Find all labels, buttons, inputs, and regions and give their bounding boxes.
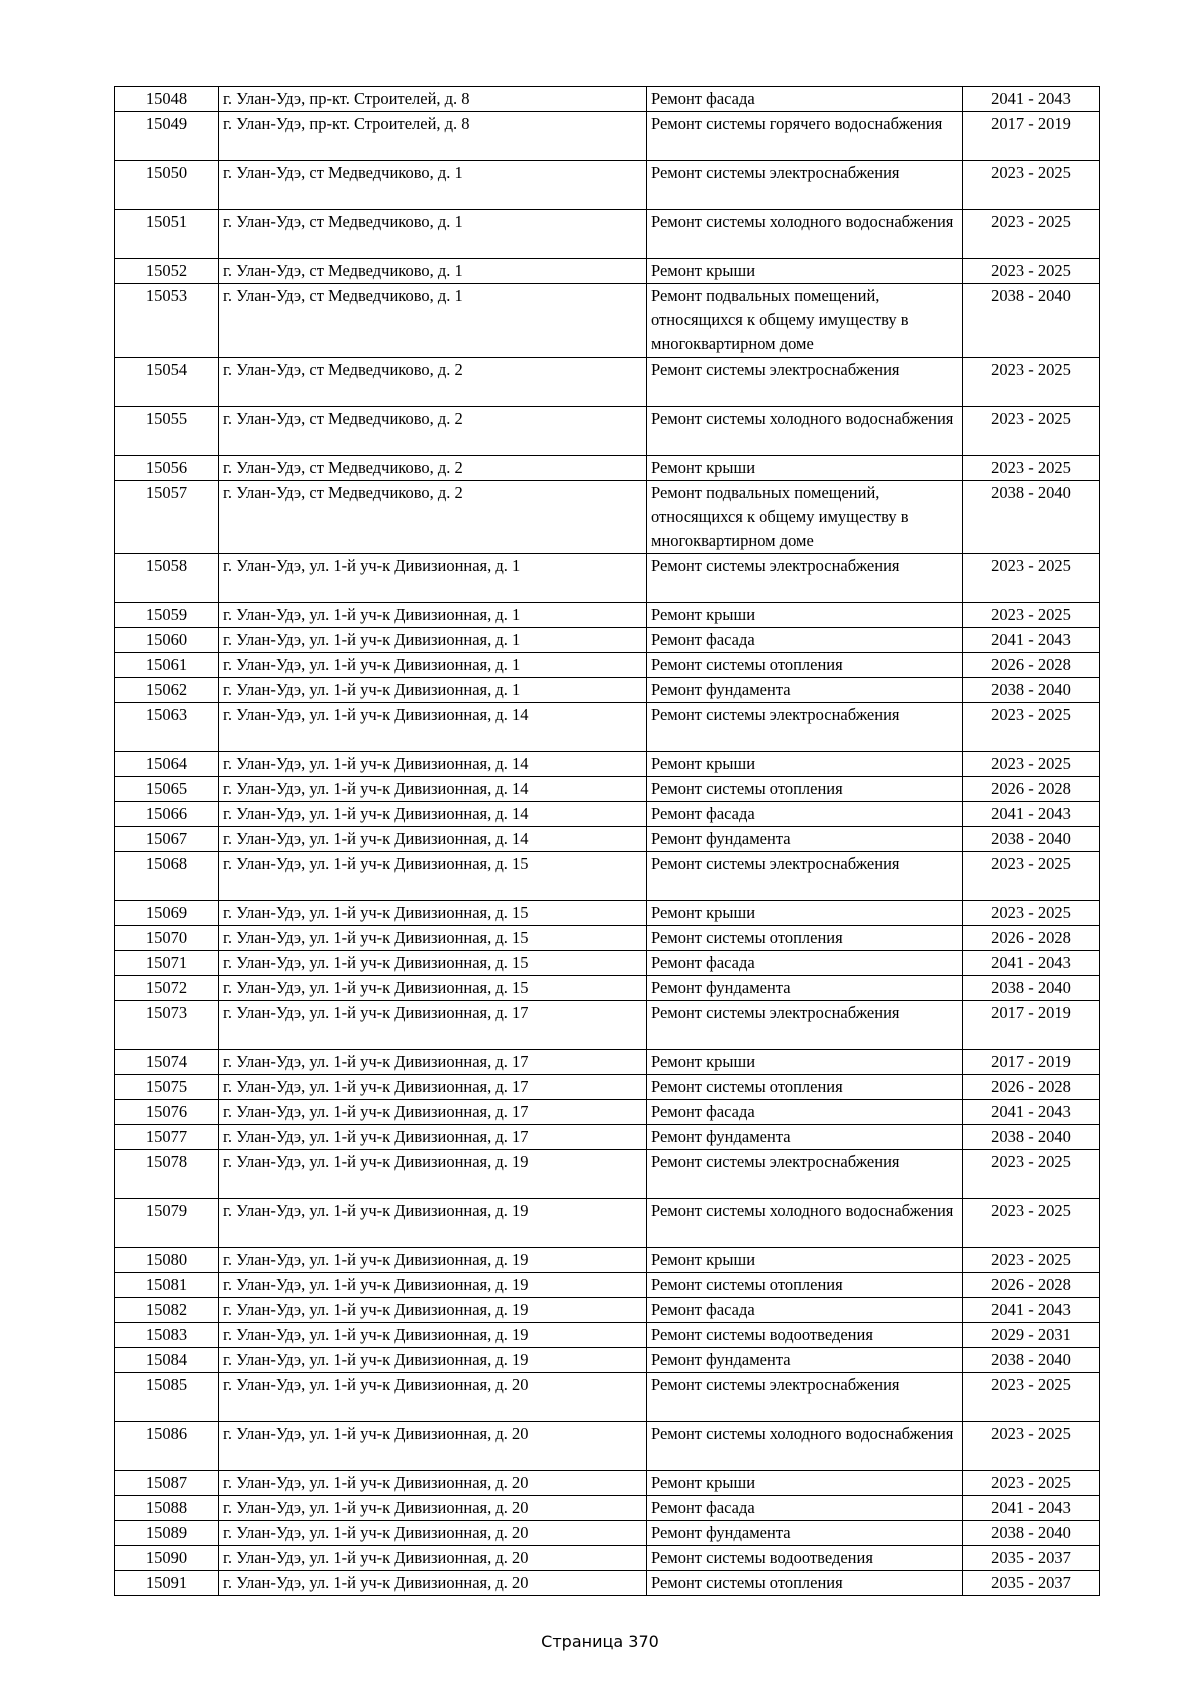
period-cell: 2023 - 2025 — [963, 603, 1100, 628]
table-row — [115, 1546, 1100, 1571]
table-row — [115, 284, 1100, 358]
address-cell: г. Улан-Удэ, ст Медведчиково, д. 2 — [219, 357, 647, 406]
table-row — [115, 1348, 1100, 1373]
record-number-cell: 15091 — [115, 1571, 219, 1596]
period-cell: 2038 - 2040 — [963, 1521, 1100, 1546]
record-number-cell: 15086 — [115, 1422, 219, 1471]
address-cell: г. Улан-Удэ, ул. 1-й уч-к Дивизионная, д. 15 — [219, 852, 647, 901]
table-row — [115, 1150, 1100, 1199]
work-type-cell: Ремонт системы электроснабжения — [647, 703, 963, 752]
address-cell: г. Улан-Удэ, ст Медведчиково, д. 1 — [219, 284, 647, 358]
record-number-cell: 15049 — [115, 112, 219, 161]
work-type-cell: Ремонт фасада — [647, 1298, 963, 1323]
work-type-cell: Ремонт фундамента — [647, 678, 963, 703]
record-number-cell: 15087 — [115, 1471, 219, 1496]
address-cell: г. Улан-Удэ, ул. 1-й уч-к Дивизионная, д. 15 — [219, 951, 647, 976]
record-number-cell: 15067 — [115, 827, 219, 852]
period-cell: 2041 - 2043 — [963, 1298, 1100, 1323]
address-cell: г. Улан-Удэ, пр-кт. Строителей, д. 8 — [219, 87, 647, 112]
record-number-cell: 15064 — [115, 752, 219, 777]
work-type-cell: Ремонт системы отопления — [647, 653, 963, 678]
record-number-cell: 15078 — [115, 1150, 219, 1199]
address-cell: г. Улан-Удэ, ул. 1-й уч-к Дивизионная, д. 20 — [219, 1422, 647, 1471]
address-cell: г. Улан-Удэ, ул. 1-й уч-к Дивизионная, д. 14 — [219, 752, 647, 777]
record-number-cell: 15056 — [115, 455, 219, 480]
address-cell: г. Улан-Удэ, ст Медведчиково, д. 2 — [219, 406, 647, 455]
record-number-cell: 15050 — [115, 161, 219, 210]
address-cell: г. Улан-Удэ, ул. 1-й уч-к Дивизионная, д. 20 — [219, 1571, 647, 1596]
address-cell: г. Улан-Удэ, ул. 1-й уч-к Дивизионная, д. 19 — [219, 1248, 647, 1273]
address-cell: г. Улан-Удэ, ул. 1-й уч-к Дивизионная, д. 1 — [219, 653, 647, 678]
period-cell: 2026 - 2028 — [963, 926, 1100, 951]
period-cell: 2017 - 2019 — [963, 112, 1100, 161]
table-row — [115, 1125, 1100, 1150]
address-cell: г. Улан-Удэ, ул. 1-й уч-к Дивизионная, д. 20 — [219, 1373, 647, 1422]
address-cell: г. Улан-Удэ, ул. 1-й уч-к Дивизионная, д. 1 — [219, 603, 647, 628]
record-number-cell: 15074 — [115, 1050, 219, 1075]
address-cell: г. Улан-Удэ, ул. 1-й уч-к Дивизионная, д. 20 — [219, 1546, 647, 1571]
period-cell: 2038 - 2040 — [963, 678, 1100, 703]
address-cell: г. Улан-Удэ, ул. 1-й уч-к Дивизионная, д. 20 — [219, 1521, 647, 1546]
table-row — [115, 1001, 1100, 1050]
period-cell: 2023 - 2025 — [963, 554, 1100, 603]
period-cell: 2038 - 2040 — [963, 976, 1100, 1001]
work-type-cell: Ремонт системы электроснабжения — [647, 161, 963, 210]
table-row — [115, 901, 1100, 926]
work-type-cell: Ремонт фундамента — [647, 1348, 963, 1373]
table-row — [115, 951, 1100, 976]
record-number-cell: 15089 — [115, 1521, 219, 1546]
table-row — [115, 1373, 1100, 1422]
record-number-cell: 15060 — [115, 628, 219, 653]
record-number-cell: 15082 — [115, 1298, 219, 1323]
period-cell: 2023 - 2025 — [963, 259, 1100, 284]
table-row — [115, 1496, 1100, 1521]
period-cell: 2041 - 2043 — [963, 1100, 1100, 1125]
address-cell: г. Улан-Удэ, ул. 1-й уч-к Дивизионная, д. 15 — [219, 901, 647, 926]
table-row — [115, 210, 1100, 259]
record-number-cell: 15070 — [115, 926, 219, 951]
address-cell: г. Улан-Удэ, ул. 1-й уч-к Дивизионная, д. 15 — [219, 976, 647, 1001]
record-number-cell: 15051 — [115, 210, 219, 259]
period-cell: 2017 - 2019 — [963, 1001, 1100, 1050]
address-cell: г. Улан-Удэ, ст Медведчиково, д. 2 — [219, 455, 647, 480]
address-cell: г. Улан-Удэ, ул. 1-й уч-к Дивизионная, д. 20 — [219, 1471, 647, 1496]
work-type-cell: Ремонт фасада — [647, 87, 963, 112]
period-cell: 2026 - 2028 — [963, 1273, 1100, 1298]
period-cell: 2023 - 2025 — [963, 1471, 1100, 1496]
record-number-cell: 15069 — [115, 901, 219, 926]
table-row — [115, 1199, 1100, 1248]
work-type-cell: Ремонт крыши — [647, 1248, 963, 1273]
address-cell: г. Улан-Удэ, ул. 1-й уч-к Дивизионная, д. 19 — [219, 1150, 647, 1199]
table-row — [115, 1050, 1100, 1075]
period-cell: 2023 - 2025 — [963, 1150, 1100, 1199]
record-number-cell: 15071 — [115, 951, 219, 976]
table-row — [115, 1248, 1100, 1273]
work-type-cell: Ремонт системы холодного водоснабжения — [647, 406, 963, 455]
record-number-cell: 15053 — [115, 284, 219, 358]
work-type-cell: Ремонт системы холодного водоснабжения — [647, 1199, 963, 1248]
record-number-cell: 15048 — [115, 87, 219, 112]
table-row — [115, 678, 1100, 703]
address-cell: г. Улан-Удэ, ул. 1-й уч-к Дивизионная, д. 1 — [219, 678, 647, 703]
address-cell: г. Улан-Удэ, ул. 1-й уч-к Дивизионная, д. 19 — [219, 1273, 647, 1298]
period-cell: 2023 - 2025 — [963, 752, 1100, 777]
period-cell: 2023 - 2025 — [963, 161, 1100, 210]
record-number-cell: 15077 — [115, 1125, 219, 1150]
address-cell: г. Улан-Удэ, ст Медведчиково, д. 1 — [219, 210, 647, 259]
period-cell: 2023 - 2025 — [963, 703, 1100, 752]
period-cell: 2023 - 2025 — [963, 1199, 1100, 1248]
address-cell: г. Улан-Удэ, ул. 1-й уч-к Дивизионная, д. 1 — [219, 628, 647, 653]
period-cell: 2041 - 2043 — [963, 802, 1100, 827]
record-number-cell: 15068 — [115, 852, 219, 901]
work-type-cell: Ремонт крыши — [647, 901, 963, 926]
period-cell: 2017 - 2019 — [963, 1050, 1100, 1075]
period-cell: 2038 - 2040 — [963, 1125, 1100, 1150]
work-type-cell: Ремонт крыши — [647, 1050, 963, 1075]
work-type-cell: Ремонт системы отопления — [647, 777, 963, 802]
work-type-cell: Ремонт подвальных помещений, относящихся к общему имуществу в многоквартирном доме — [647, 284, 963, 358]
table-row — [115, 827, 1100, 852]
work-type-cell: Ремонт крыши — [647, 752, 963, 777]
work-type-cell: Ремонт фасада — [647, 1100, 963, 1125]
table-row — [115, 1571, 1100, 1596]
record-number-cell: 15072 — [115, 976, 219, 1001]
table-row — [115, 603, 1100, 628]
work-type-cell: Ремонт системы отопления — [647, 926, 963, 951]
work-type-cell: Ремонт системы водоотведения — [647, 1323, 963, 1348]
record-number-cell: 15066 — [115, 802, 219, 827]
table-body — [115, 87, 1100, 1596]
address-cell: г. Улан-Удэ, ул. 1-й уч-к Дивизионная, д. 19 — [219, 1323, 647, 1348]
period-cell: 2041 - 2043 — [963, 87, 1100, 112]
period-cell: 2035 - 2037 — [963, 1546, 1100, 1571]
table-row — [115, 1075, 1100, 1100]
table-row — [115, 259, 1100, 284]
work-type-cell: Ремонт системы водоотведения — [647, 1546, 963, 1571]
address-cell: г. Улан-Удэ, ул. 1-й уч-к Дивизионная, д. 17 — [219, 1075, 647, 1100]
work-type-cell: Ремонт подвальных помещений, относящихся к общему имуществу в многоквартирном доме — [647, 480, 963, 554]
table-row — [115, 554, 1100, 603]
table-row — [115, 1298, 1100, 1323]
record-number-cell: 15090 — [115, 1546, 219, 1571]
address-cell: г. Улан-Удэ, ул. 1-й уч-к Дивизионная, д. 19 — [219, 1348, 647, 1373]
table-row — [115, 1273, 1100, 1298]
work-type-cell: Ремонт системы отопления — [647, 1075, 963, 1100]
record-number-cell: 15080 — [115, 1248, 219, 1273]
table-row — [115, 926, 1100, 951]
work-type-cell: Ремонт фасада — [647, 802, 963, 827]
table-row — [115, 161, 1100, 210]
record-number-cell: 15062 — [115, 678, 219, 703]
work-type-cell: Ремонт системы холодного водоснабжения — [647, 210, 963, 259]
record-number-cell: 15054 — [115, 357, 219, 406]
table-row — [115, 1323, 1100, 1348]
record-number-cell: 15083 — [115, 1323, 219, 1348]
record-number-cell: 15076 — [115, 1100, 219, 1125]
record-number-cell: 15081 — [115, 1273, 219, 1298]
period-cell: 2026 - 2028 — [963, 777, 1100, 802]
period-cell: 2041 - 2043 — [963, 628, 1100, 653]
period-cell: 2023 - 2025 — [963, 1422, 1100, 1471]
period-cell: 2035 - 2037 — [963, 1571, 1100, 1596]
period-cell: 2023 - 2025 — [963, 1373, 1100, 1422]
work-type-cell: Ремонт системы отопления — [647, 1273, 963, 1298]
period-cell: 2041 - 2043 — [963, 951, 1100, 976]
address-cell: г. Улан-Удэ, ул. 1-й уч-к Дивизионная, д. 19 — [219, 1199, 647, 1248]
repair-schedule-table — [114, 86, 1100, 1596]
record-number-cell: 15055 — [115, 406, 219, 455]
table-row — [115, 653, 1100, 678]
work-type-cell: Ремонт системы электроснабжения — [647, 554, 963, 603]
record-number-cell: 15079 — [115, 1199, 219, 1248]
record-number-cell: 15065 — [115, 777, 219, 802]
work-type-cell: Ремонт системы электроснабжения — [647, 1373, 963, 1422]
work-type-cell: Ремонт фасада — [647, 951, 963, 976]
work-type-cell: Ремонт крыши — [647, 259, 963, 284]
record-number-cell: 15085 — [115, 1373, 219, 1422]
period-cell: 2023 - 2025 — [963, 1248, 1100, 1273]
address-cell: г. Улан-Удэ, ст Медведчиково, д. 1 — [219, 161, 647, 210]
period-cell: 2038 - 2040 — [963, 1348, 1100, 1373]
period-cell: 2029 - 2031 — [963, 1323, 1100, 1348]
work-type-cell: Ремонт системы холодного водоснабжения — [647, 1422, 963, 1471]
record-number-cell: 15058 — [115, 554, 219, 603]
record-number-cell: 15057 — [115, 480, 219, 554]
work-type-cell: Ремонт фундамента — [647, 827, 963, 852]
table-row — [115, 1471, 1100, 1496]
table-row — [115, 1521, 1100, 1546]
work-type-cell: Ремонт фасада — [647, 1496, 963, 1521]
period-cell: 2041 - 2043 — [963, 1496, 1100, 1521]
address-cell: г. Улан-Удэ, ул. 1-й уч-к Дивизионная, д. 20 — [219, 1496, 647, 1521]
record-number-cell: 15075 — [115, 1075, 219, 1100]
address-cell: г. Улан-Удэ, ул. 1-й уч-к Дивизионная, д. 14 — [219, 777, 647, 802]
work-type-cell: Ремонт фасада — [647, 628, 963, 653]
address-cell: г. Улан-Удэ, ст Медведчиково, д. 1 — [219, 259, 647, 284]
address-cell: г. Улан-Удэ, ул. 1-й уч-к Дивизионная, д. 17 — [219, 1100, 647, 1125]
address-cell: г. Улан-Удэ, ул. 1-й уч-к Дивизионная, д. 14 — [219, 827, 647, 852]
record-number-cell: 15059 — [115, 603, 219, 628]
table-row — [115, 852, 1100, 901]
table-row — [115, 703, 1100, 752]
address-cell: г. Улан-Удэ, пр-кт. Строителей, д. 8 — [219, 112, 647, 161]
work-type-cell: Ремонт системы электроснабжения — [647, 852, 963, 901]
work-type-cell: Ремонт фундамента — [647, 1125, 963, 1150]
record-number-cell: 15061 — [115, 653, 219, 678]
period-cell: 2023 - 2025 — [963, 406, 1100, 455]
work-type-cell: Ремонт системы электроснабжения — [647, 357, 963, 406]
page-number: Страница 370 — [541, 1632, 659, 1651]
address-cell: г. Улан-Удэ, ул. 1-й уч-к Дивизионная, д. 17 — [219, 1001, 647, 1050]
period-cell: 2023 - 2025 — [963, 852, 1100, 901]
work-type-cell: Ремонт крыши — [647, 455, 963, 480]
work-type-cell: Ремонт системы горячего водоснабжения — [647, 112, 963, 161]
table-row — [115, 455, 1100, 480]
period-cell: 2026 - 2028 — [963, 653, 1100, 678]
period-cell: 2026 - 2028 — [963, 1075, 1100, 1100]
record-number-cell: 15088 — [115, 1496, 219, 1521]
period-cell: 2023 - 2025 — [963, 901, 1100, 926]
table-row — [115, 628, 1100, 653]
address-cell: г. Улан-Удэ, ул. 1-й уч-к Дивизионная, д. 17 — [219, 1050, 647, 1075]
address-cell: г. Улан-Удэ, ул. 1-й уч-к Дивизионная, д. 15 — [219, 926, 647, 951]
period-cell: 2038 - 2040 — [963, 284, 1100, 358]
address-cell: г. Улан-Удэ, ул. 1-й уч-к Дивизионная, д. 17 — [219, 1125, 647, 1150]
work-type-cell: Ремонт системы электроснабжения — [647, 1001, 963, 1050]
table-row — [115, 802, 1100, 827]
table-row — [115, 87, 1100, 112]
address-cell: г. Улан-Удэ, ул. 1-й уч-к Дивизионная, д. 14 — [219, 703, 647, 752]
record-number-cell: 15073 — [115, 1001, 219, 1050]
record-number-cell: 15063 — [115, 703, 219, 752]
period-cell: 2023 - 2025 — [963, 357, 1100, 406]
work-type-cell: Ремонт системы отопления — [647, 1571, 963, 1596]
table-row — [115, 1100, 1100, 1125]
period-cell: 2038 - 2040 — [963, 827, 1100, 852]
address-cell: г. Улан-Удэ, ст Медведчиково, д. 2 — [219, 480, 647, 554]
work-type-cell: Ремонт фундамента — [647, 1521, 963, 1546]
table-row — [115, 357, 1100, 406]
work-type-cell: Ремонт крыши — [647, 603, 963, 628]
table-row — [115, 406, 1100, 455]
table-row — [115, 480, 1100, 554]
period-cell: 2038 - 2040 — [963, 480, 1100, 554]
table-row — [115, 1422, 1100, 1471]
table-row — [115, 112, 1100, 161]
table-row — [115, 752, 1100, 777]
period-cell: 2023 - 2025 — [963, 455, 1100, 480]
work-type-cell: Ремонт фундамента — [647, 976, 963, 1001]
table-row — [115, 976, 1100, 1001]
work-type-cell: Ремонт крыши — [647, 1471, 963, 1496]
record-number-cell: 15084 — [115, 1348, 219, 1373]
work-type-cell: Ремонт системы электроснабжения — [647, 1150, 963, 1199]
address-cell: г. Улан-Удэ, ул. 1-й уч-к Дивизионная, д. 1 — [219, 554, 647, 603]
address-cell: г. Улан-Удэ, ул. 1-й уч-к Дивизионная, д. 19 — [219, 1298, 647, 1323]
table-row — [115, 777, 1100, 802]
record-number-cell: 15052 — [115, 259, 219, 284]
period-cell: 2023 - 2025 — [963, 210, 1100, 259]
address-cell: г. Улан-Удэ, ул. 1-й уч-к Дивизионная, д. 14 — [219, 802, 647, 827]
